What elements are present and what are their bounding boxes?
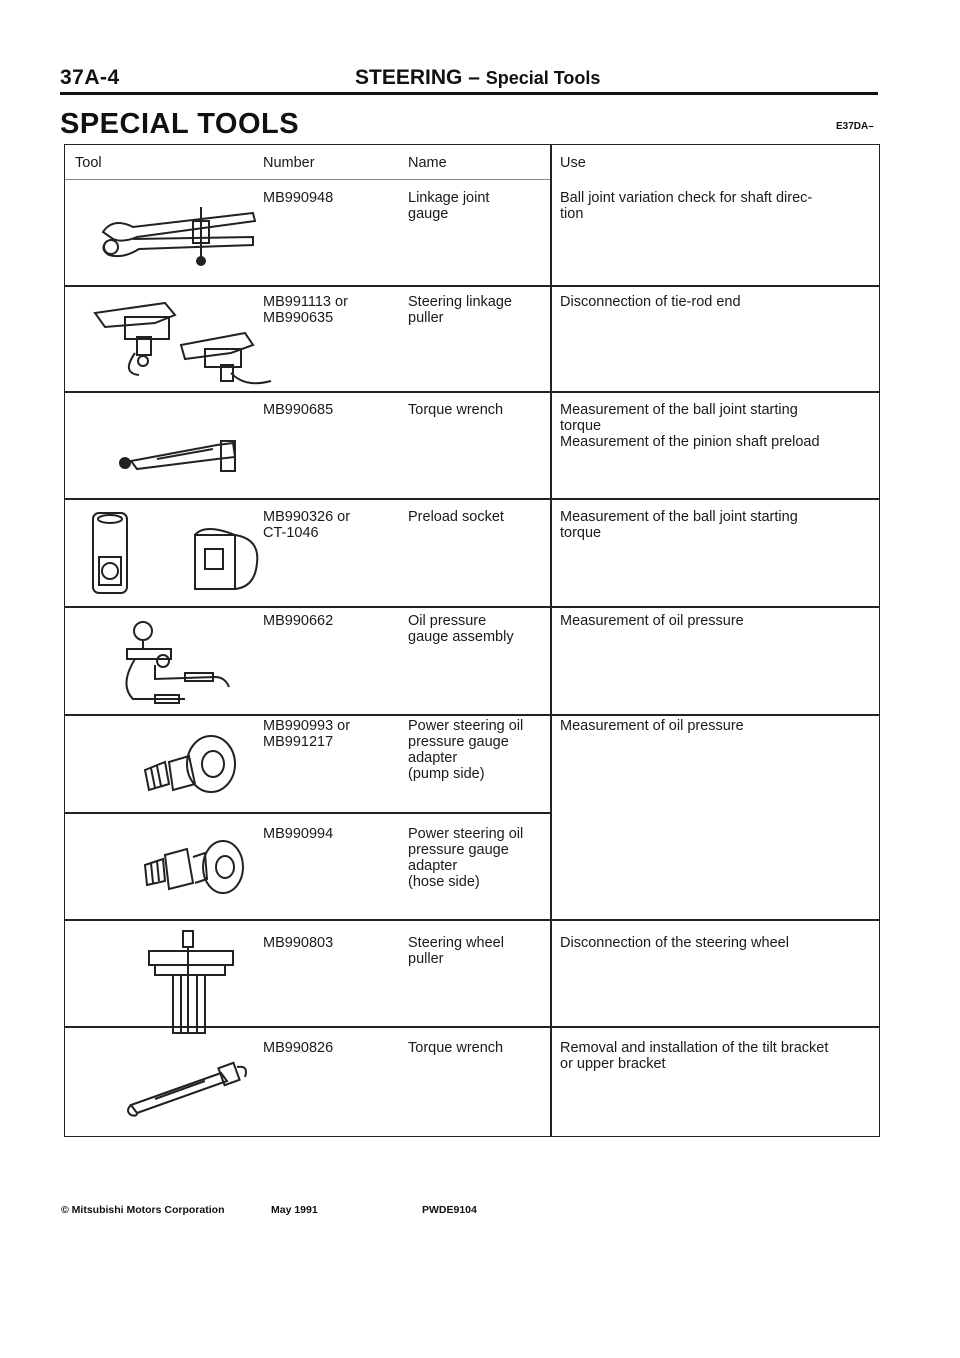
footer-date: May 1991 [271, 1204, 318, 1216]
col-header-number: Number [263, 155, 315, 171]
tool-name: Power steering oil pressure gauge adapter (pump side) [408, 718, 524, 782]
col-header-use: Use [560, 155, 586, 171]
tool-number: MB990993 or MB991217 [263, 718, 351, 750]
tool-name: Steering linkage puller [408, 294, 512, 326]
tool-number: MB990803 [263, 935, 334, 951]
tool-name: Linkage joint gauge [408, 190, 490, 222]
tool-use: Measurement of oil pressure [560, 613, 744, 629]
tool-name: Power steering oil pressure gauge adapter (hose side) [408, 826, 524, 890]
footer-code: PWDE9104 [422, 1204, 477, 1216]
tool-number: MB990326 or CT-1046 [263, 509, 351, 541]
pump-side-adapter-icon [141, 730, 241, 800]
torque-wrench-icon [117, 435, 247, 475]
row-divider [65, 919, 879, 921]
header-underline [65, 179, 550, 180]
tool-number: MB990948 [263, 190, 334, 206]
tool-use: Ball joint variation check for shaft direc- tion [560, 190, 813, 222]
row-divider [65, 285, 879, 287]
tool-name: Oil pressure gauge assembly [408, 613, 514, 645]
col-header-name: Name [408, 155, 447, 171]
tool-name: Steering wheel puller [408, 935, 504, 967]
tool-use: Removal and installation of the tilt bracket or upper bracket [560, 1040, 829, 1072]
hose-side-adapter-icon [141, 837, 251, 897]
row-divider [65, 812, 550, 814]
chapter-subtitle: Special Tools [485, 68, 601, 88]
row-divider [65, 391, 879, 393]
header-rule [60, 92, 878, 95]
row-divider [65, 498, 879, 500]
tool-use: Measurement of the ball joint starting torque Measurement of the pinion shaft preload [560, 402, 820, 450]
page-number: 37A-4 [60, 66, 120, 89]
footer-copyright: © Mitsubishi Motors Corporation [61, 1204, 225, 1216]
preload-socket-icon [85, 505, 275, 595]
oil-pressure-gauge-icon [115, 615, 235, 705]
tool-number: MB990994 [263, 826, 334, 842]
steering-linkage-puller-icon [85, 293, 275, 388]
tool-use: Measurement of the ball joint starting torque [560, 509, 798, 541]
linkage-joint-gauge-icon [93, 197, 263, 272]
tool-number: MB990685 [263, 402, 334, 418]
section-code: E37DA– [836, 121, 874, 132]
section-title: SPECIAL TOOLS [60, 108, 300, 140]
torque-wrench-bit-icon [125, 1059, 255, 1119]
tool-name: Preload socket [408, 509, 504, 525]
tool-number: MB990826 [263, 1040, 334, 1056]
col-header-tool: Tool [75, 155, 102, 171]
tool-name: Torque wrench [408, 402, 504, 418]
special-tools-table [64, 144, 880, 1137]
row-divider [65, 714, 879, 716]
header-separator: – [468, 66, 480, 89]
tool-use: Disconnection of tie-rod end [560, 294, 741, 310]
running-header [355, 66, 600, 90]
column-divider [550, 145, 552, 1136]
tool-use: Measurement of oil pressure [560, 718, 744, 734]
tool-number: MB990662 [263, 613, 334, 629]
chapter-title: STEERING [355, 66, 463, 89]
tool-number: MB991113 or MB990635 [263, 294, 348, 326]
tool-use: Disconnection of the steering wheel [560, 935, 789, 951]
row-divider [65, 606, 879, 608]
row-divider [65, 1026, 879, 1028]
steering-wheel-puller-icon [145, 929, 235, 1039]
tool-name: Torque wrench [408, 1040, 504, 1056]
